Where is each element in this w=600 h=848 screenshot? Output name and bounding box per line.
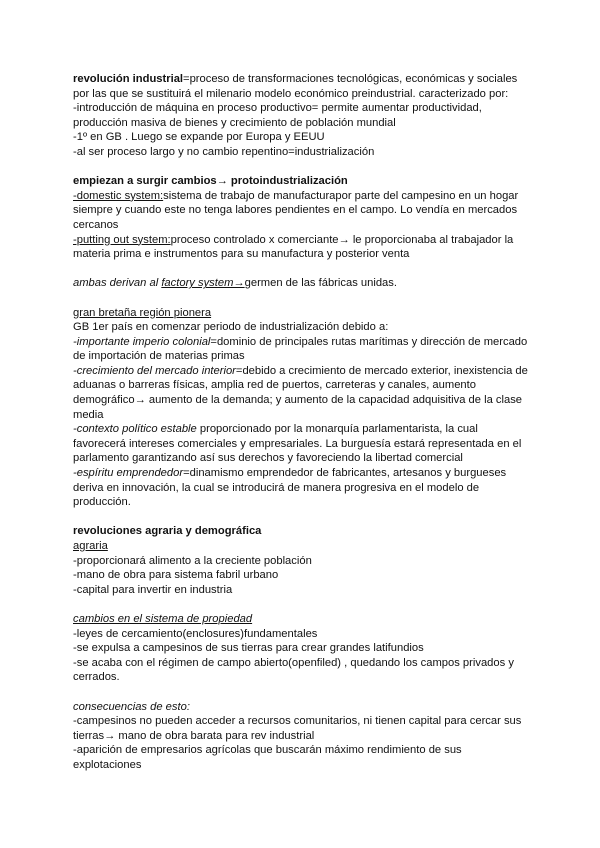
term-factory-system: factory system→ <box>161 277 245 290</box>
subsection-title: agraria <box>73 540 108 552</box>
text-line: -campesinos no pueden acceder a recursos comunitarios, ni tienen capital para cercar sus <box>73 715 522 728</box>
text-line: -importante imperio colonial=dominio de principales rutas marítimas y dirección de mercado <box>73 335 528 348</box>
text-line: producción masiva de bienes y crecimiento de población mundial <box>73 116 396 129</box>
text-line: demográfico→ aumento de la demanda; y aumento de la capacidad adquisitiva de la clase <box>73 394 523 407</box>
text-line: aduanas o barreras físicas, amplia red de puertos, carreteras y canales, aumento <box>73 379 476 392</box>
term-imperio-colonial: -importante imperio colonial <box>73 335 211 348</box>
text-line: -capital para invertir en industria <box>73 583 233 596</box>
text-line: producción. <box>73 496 131 509</box>
section-title: revoluciones agraria y demográfica <box>73 525 262 538</box>
section-factory-system <box>73 276 560 291</box>
text-line: -proporcionará alimento a la creciente población <box>73 554 312 567</box>
text-line: -putting out system:proceso controlado x comerciante→ le proporcionaba al trabajador la <box>73 233 514 246</box>
text-line: -leyes de cercamiento(enclosures)fundamentales <box>73 627 318 640</box>
spacer <box>73 597 560 612</box>
text-line: de importación de materias primas <box>73 350 245 363</box>
section-title: revolución industrial <box>73 73 184 85</box>
spacer <box>73 160 560 175</box>
text-line: parlamento garantizando así sus derechos y favoreciendo la libertad comercial <box>73 452 463 465</box>
text-line: por las que se sustituirá el milenario modelo económico preindustrial. caracterizado por: <box>73 87 509 100</box>
text-line: cercanos <box>73 218 119 231</box>
section-revoluciones-agraria <box>73 524 560 597</box>
section-protoindustrializacion <box>73 174 560 262</box>
text-line: ambas derivan al factory system→germen de las fábricas unidas. <box>73 277 397 290</box>
term-domestic-system: -domestic system: <box>73 189 164 202</box>
term-espiritu-emprendedor: -espíritu emprendedor <box>73 467 184 480</box>
text-line: tierras→ mano de obra barata para rev industrial <box>73 729 315 742</box>
spacer <box>73 510 560 525</box>
section-title: gran bretaña región pionera <box>73 306 212 319</box>
text-line: cerrados. <box>73 671 120 684</box>
text-line: -mano de obra para sistema fabril urbano <box>73 569 279 582</box>
section-title: cambios en el sistema de propiedad <box>73 612 253 625</box>
section-title: empiezan a surgir cambios→ protoindustrialización <box>73 175 348 188</box>
text-line: -se acaba con el régimen de campo abierto(openfiled) , quedando los campos privados y <box>73 656 514 669</box>
text-line: -espíritu emprendedor=dinamismo emprendedor de fabricantes, artesanos y burgueses <box>73 467 507 480</box>
term-putting-out-system: -putting out system: <box>73 233 171 246</box>
spacer <box>73 291 560 306</box>
text-line: -1º en GB . Luego se expande por Europa y EEUU <box>73 131 325 144</box>
text-line: revolución industrial=proceso de transformaciones tecnológicas, económicas y sociales <box>73 73 518 85</box>
text-line: -contexto político estable proporcionado por la monarquía parlamentarista, la cual <box>73 423 478 436</box>
text-line: -aparición de empresarios agrícolas que buscarán máximo rendimiento de sus <box>73 744 462 757</box>
text-line: -crecimiento del mercado interior=debido a crecimiento de mercado exterior, inexistencia de <box>73 364 528 377</box>
section-revolucion-industrial <box>73 72 560 160</box>
text-line: -al ser proceso largo y no cambio repentino=industrialización <box>73 145 375 158</box>
section-sistema-propiedad <box>73 612 560 685</box>
section-gran-bretana <box>73 306 560 510</box>
text-line: deriva en innovación, la cual se introducirá de manera progresiva en el modelo de <box>73 481 480 494</box>
term-mercado-interior: -crecimiento del mercado interior <box>73 364 236 377</box>
text-line: explotaciones <box>73 758 142 771</box>
text-line: -domestic system:sistema de trabajo de manufacturapor parte del campesino en un hogar <box>73 189 519 202</box>
text-line: siempre y cuando este no tenga labores pendientes en el campo. Lo vendía en mercados <box>73 204 518 217</box>
term-contexto-politico: -contexto político estable <box>73 423 197 436</box>
text-line: GB 1er país en comenzar periodo de industrialización debido a: <box>73 321 389 334</box>
spacer <box>73 685 560 700</box>
text-line: materia prima e instrumentos para su manufactura y posterior venta <box>73 248 410 261</box>
text-line: -introducción de máquina en proceso productivo= permite aumentar productividad, <box>73 102 482 115</box>
section-title: consecuencias de esto: <box>73 700 190 713</box>
text-line: favorecerá intereses comerciales y empresariales. La burguesía estará representada en el <box>73 437 522 450</box>
text-line: -se expulsa a campesinos de sus tierras para crear grandes latifundios <box>73 642 424 655</box>
section-consecuencias <box>73 700 560 773</box>
spacer <box>73 262 560 277</box>
text-line: media <box>73 408 104 421</box>
